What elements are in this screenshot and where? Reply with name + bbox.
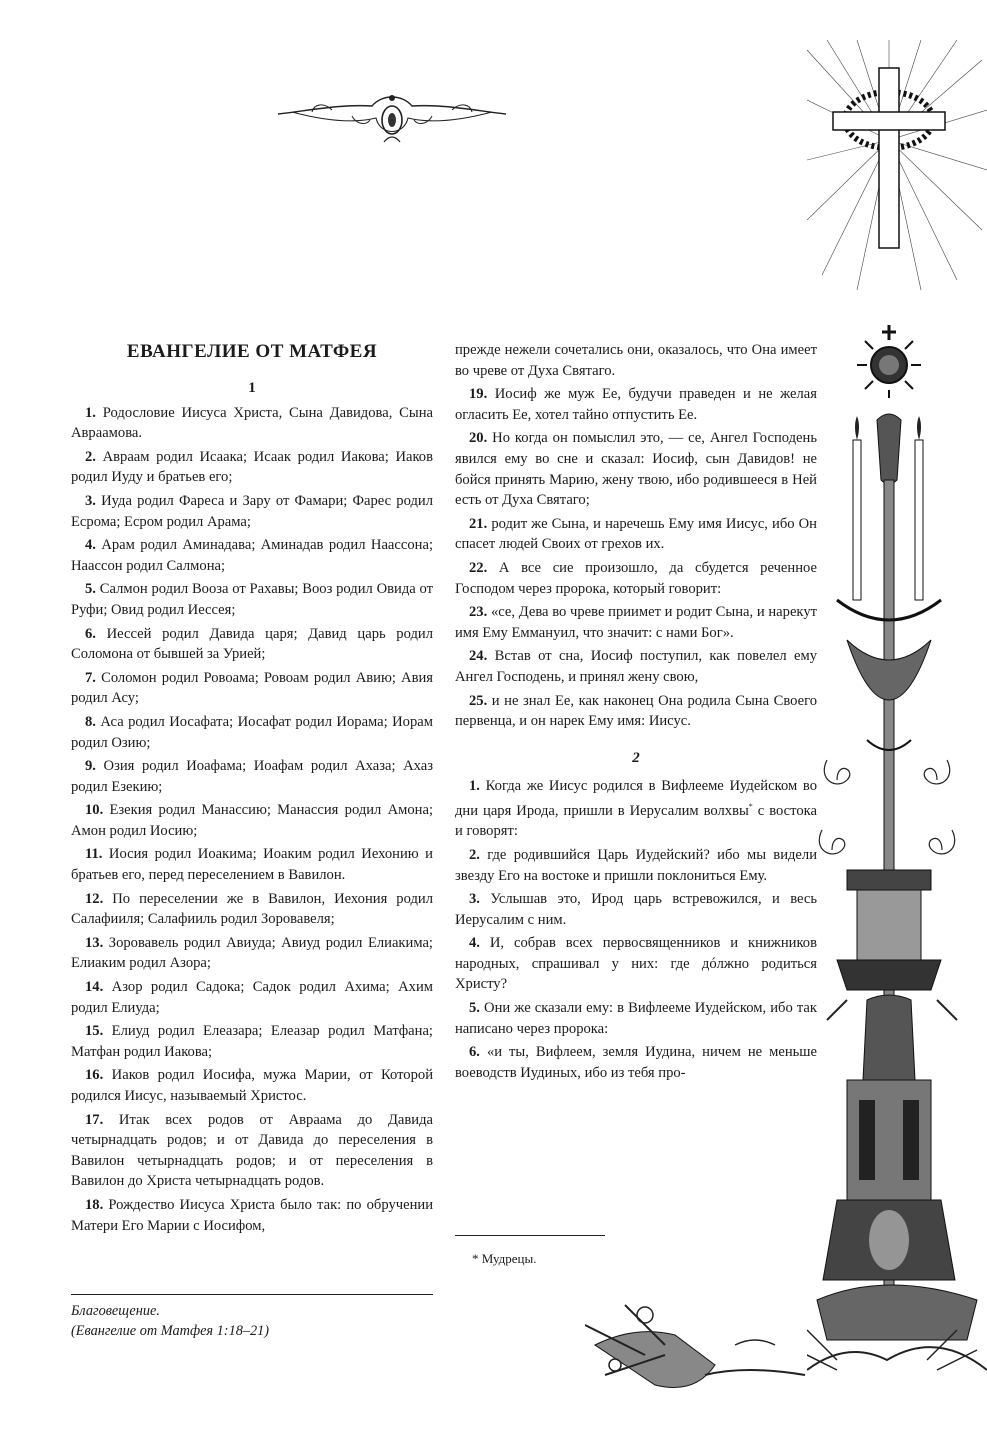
chapter-2-number: 2 — [632, 749, 640, 766]
verse — [71, 579, 433, 620]
verse-number: 11. — [85, 846, 103, 863]
verse — [455, 776, 817, 842]
footnote: * Мудрецы. — [472, 1251, 537, 1266]
verse — [455, 514, 817, 555]
verse-text: Встав от сна, Иосиф поступил, как повелел ему Ангел Господень, и принял жену свою, — [455, 648, 817, 685]
verse — [71, 668, 433, 709]
verse — [71, 756, 433, 797]
left-column — [71, 340, 433, 1239]
verse-number: 5. — [85, 581, 96, 598]
verse — [71, 624, 433, 665]
verse-text: Зоровавель родил Авиуда; Авиуд родил Елиакима; Елиаким родил Азора; — [71, 934, 433, 972]
verse-text: Они же сказали ему: в Вифлееме Иудейском, ибо так написано через пророка: — [455, 1000, 817, 1037]
caption-divider — [71, 1294, 433, 1295]
verse-number: 14. — [85, 979, 104, 996]
verse — [71, 844, 433, 885]
verse — [71, 977, 433, 1018]
verse — [71, 535, 433, 576]
verse-text: Когда же Иисус родился в Вифлееме Иудейском во дни царя Ирода, пришли в Иерусалим волхвы — [455, 778, 817, 819]
verse-number: 17. — [85, 1111, 104, 1128]
verse — [455, 602, 817, 643]
verse — [71, 1110, 433, 1192]
verse-text: Елиуд родил Елеазара; Елеазар родил Матфана; Матфан родил Иакова; — [71, 1023, 433, 1060]
verse-text: Арам родил Аминадава; Аминадав родил Наассона; Наассон родил Салмона; — [71, 537, 433, 574]
book-title: ЕВАНГЕЛИЕ ОТ МАТФЕЯ — [126, 341, 378, 362]
verse-number: 15. — [85, 1023, 104, 1040]
verse-text: Иессей родил Давида царя; Давид царь родил Соломона от бывшей за Урией; — [71, 625, 433, 663]
verse-text: Но когда он помыслил это, — се, Ангел Господень явился ему во сне и сказал: Иосиф, сын Давидов! не бойся принять Марию, жену твою, ибо родившееся в Ней есть от Духа Святаго; — [455, 430, 817, 509]
right-column — [455, 340, 817, 1086]
header-ornament — [272, 90, 512, 150]
verse-text: Итак всех родов от Авраама до Давида четырнадцать родов; и от Давида до переселения в Вавилон четырнадцать родов; и от переселения в Вавилон до Христа четырнадцать родов. — [71, 1111, 433, 1190]
verse-number: 3. — [469, 891, 480, 908]
verse — [455, 889, 817, 930]
verse-text: «се, Дева во чреве приимет и родит Сына, и нарекут имя Ему Еммануил, что значит: с нами Бог». — [455, 604, 817, 641]
verse — [455, 691, 817, 732]
verse-number: 12. — [85, 890, 104, 907]
verse-text: А все сие произошло, да сбудется реченное Господом через пророка, который говорит: — [455, 559, 817, 597]
verse-text: И, собрав всех первосвященников и книжников народных, спрашивал у них: где дóлжно родиться Христу? — [455, 935, 817, 993]
verse-text: Иаков родил Иосифа, мужа Марии, от Которой родился Иисус, называемый Христос. — [71, 1067, 433, 1104]
verse-number: 20. — [469, 430, 488, 447]
verse-number: 5. — [469, 1000, 480, 1017]
verse — [71, 1021, 433, 1062]
verse-number: 10. — [85, 802, 104, 819]
verse-number: 2. — [85, 448, 96, 465]
verse — [455, 646, 817, 687]
verse-text: Салмон родил Вооза от Рахавы; Вооз родил Овида от Руфи; Овид родил Иессея; — [71, 581, 433, 618]
caption-reference: (Евангелие от Матфея 1:18–21) — [71, 1323, 270, 1339]
verse — [71, 800, 433, 841]
verse — [71, 712, 433, 753]
verse-text: Иосия родил Иоакима; Иоаким родил Иехонию и братьев его, перед переселением в Вавилон. — [71, 846, 433, 884]
verse-number: 3. — [85, 492, 96, 509]
verse-text: Озия родил Иоафама; Иоафам родил Ахаза; Ахаз родил Езекию; — [71, 758, 433, 795]
illustration-caption — [71, 1301, 269, 1341]
verse — [71, 491, 433, 532]
verse-number: 9. — [85, 758, 96, 775]
verse-text: родит же Сына, и наречешь Ему имя Иисус, ибо Он спасет людей Своих от грехов их. — [455, 515, 817, 553]
verse-number: 4. — [469, 935, 480, 952]
verse-number: 19. — [469, 386, 488, 403]
verse-text: «и ты, Вифлеем, земля Иудина, ничем не меньше воеводств Иудиных, ибо из тебя про- — [455, 1044, 817, 1081]
verse-text: Авраам родил Исаака; Исаак родил Иакова; Иаков родил Иуду и братьев его; — [71, 448, 433, 486]
verse — [455, 933, 817, 995]
verse-text: Родословие Иисуса Христа, Сына Давидова, Сына Авраамова. — [71, 404, 433, 442]
verse — [71, 933, 433, 974]
verse-number: 23. — [469, 604, 488, 621]
verse-number: 7. — [85, 669, 96, 686]
verse — [71, 447, 433, 488]
caption-title: Благовещение. — [71, 1303, 160, 1319]
verse-number: 2. — [469, 846, 480, 863]
chapter-1-verses-left — [71, 403, 433, 1237]
footnote-divider — [455, 1235, 605, 1236]
bottom-ornament — [585, 1285, 815, 1405]
verse — [455, 998, 817, 1039]
verse-number: 24. — [469, 648, 488, 665]
verse-number: 13. — [85, 934, 104, 951]
verse-text: Услышав это, Ирод царь встревожился, и весь Иерусалим с ним. — [455, 891, 817, 928]
verse-number: 21. — [469, 515, 488, 532]
verse — [71, 1065, 433, 1106]
footnote-mark: * — [748, 801, 753, 811]
verse-number: 8. — [85, 713, 96, 730]
verse — [455, 1042, 817, 1083]
verse-number: 6. — [469, 1044, 480, 1061]
verse-number: 25. — [469, 692, 488, 709]
verse-text: Азор родил Садока; Садок родил Ахима; Ахим родил Елиуда; — [71, 979, 433, 1016]
verse-text: и не знал Ее, как наконец Она родила Сына Своего первенца, и он нарек Ему имя: Иисус. — [455, 692, 817, 730]
verse-text: Аса родил Иосафата; Иосафат родил Иорама; Иорам родил Озию; — [71, 713, 433, 751]
verse — [71, 1195, 433, 1236]
verse-text: Иосиф же муж Ее, будучи праведен и не желая огласить Ее, хотел тайно отпустить Ее. — [455, 386, 817, 423]
verse-number: 22. — [469, 559, 488, 576]
verse-number: 4. — [85, 537, 96, 554]
verse-text: Иуда родил Фареса и Зару от Фамари; Фарес родил Есрома; Есром родил Арама; — [71, 492, 433, 530]
verse-text: Езекия родил Манассию; Манассия родил Амона; Амон родил Иосию; — [71, 802, 433, 839]
verse-number: 16. — [85, 1067, 104, 1084]
verse-text: с востока и говорят: — [455, 802, 817, 840]
verse-text: Соломон родил Ровоама; Ровоам родил Авию; Авия родил Асу; — [71, 669, 433, 707]
verse — [455, 558, 817, 599]
cross-candelabrum-illustration — [807, 40, 987, 1440]
verse — [71, 889, 433, 930]
verse-text: где родившийся Царь Иудейский? ибо мы видели звезду Его на востоке и пришли поклониться Ему. — [455, 846, 817, 884]
verse — [455, 845, 817, 886]
verse — [455, 384, 817, 425]
verse — [71, 403, 433, 444]
verse-text: По переселении же в Вавилон, Иехония родил Салафииля; Салафииль родил Зоровавеля; — [71, 890, 433, 928]
verse-text: Рождество Иисуса Христа было так: по обручении Матери Его Марии с Иосифом, — [71, 1196, 433, 1234]
verse-number: 1. — [85, 404, 96, 421]
verse-number: 1. — [469, 778, 480, 795]
verse-18-continuation: прежде нежели сочетались они, оказалось, что Она имеет во чреве от Духа Святаго. — [455, 342, 817, 379]
chapter-1-number: 1 — [248, 380, 256, 396]
chapter-1-verses-right — [455, 384, 817, 732]
chapter-2-verses — [455, 845, 817, 1084]
verse-number: 18. — [85, 1196, 104, 1213]
verse-number: 6. — [85, 625, 96, 642]
verse — [455, 428, 817, 510]
